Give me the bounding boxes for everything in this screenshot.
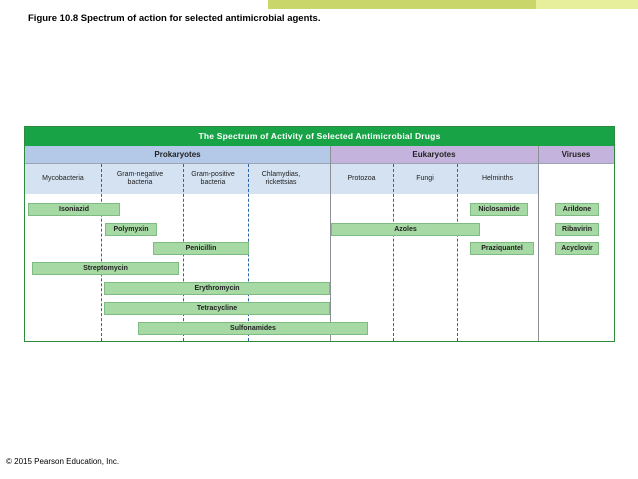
divider-gram-negative	[101, 164, 102, 341]
drug-bar-azoles: Azoles	[331, 223, 480, 236]
divider-viruses	[538, 146, 539, 341]
table-title: The Spectrum of Activity of Selected Antimicrobial Drugs	[25, 127, 614, 146]
copyright-notice: © 2015 Pearson Education, Inc.	[6, 457, 120, 466]
drug-bar-praziquantel: Praziquantel	[470, 242, 534, 255]
drug-bar-isoniazid: Isoniazid	[28, 203, 120, 216]
column-header-protozoa: Protozoa	[347, 175, 376, 182]
drug-bar-polymyxin: Polymyxin	[105, 223, 157, 236]
column-header-helminths: Helminths	[481, 175, 514, 182]
column-header-gram-positive: Gram-positive bacteria	[191, 171, 235, 186]
drug-bar-sulfonamides: Sulfonamides	[138, 322, 368, 335]
divider-eukaryotes	[330, 146, 331, 341]
column-header-gram-negative: Gram-negative bacteria	[116, 171, 164, 186]
top-accent-bar	[0, 0, 638, 9]
drug-bar-streptomycin: Streptomycin	[32, 262, 179, 275]
top-bar-segment-white	[0, 0, 268, 9]
drug-bar-ribavirin: Ribavirin	[555, 223, 599, 236]
top-bar-segment-green	[268, 0, 536, 9]
drug-bar-penicillin: Penicillin	[153, 242, 249, 255]
column-header-chlamydias: Chlamydias, rickettsias	[261, 171, 301, 186]
divider-fungi	[393, 164, 394, 341]
column-header-fungi: Fungi	[416, 175, 434, 182]
group-header-viruses: Viruses	[538, 146, 614, 164]
figure-title: Figure 10.8 Spectrum of action for selected antimicrobial agents.	[28, 13, 321, 24]
top-bar-segment-light	[536, 0, 638, 9]
drug-bar-acyclovir: Acyclovir	[555, 242, 599, 255]
group-header-prokaryotes: Prokaryotes	[25, 146, 330, 164]
drug-bar-arildone: Arildone	[555, 203, 599, 216]
drug-bar-erythromycin: Erythromycin	[104, 282, 330, 295]
drug-bar-tetracycline: Tetracycline	[104, 302, 330, 315]
divider-helminths	[457, 164, 458, 341]
column-header-mycobacteria: Mycobacteria	[42, 175, 84, 182]
group-header-eukaryotes: Eukaryotes	[330, 146, 538, 164]
spectrum-table	[24, 126, 615, 342]
drug-bar-niclosamide: Niclosamide	[470, 203, 528, 216]
